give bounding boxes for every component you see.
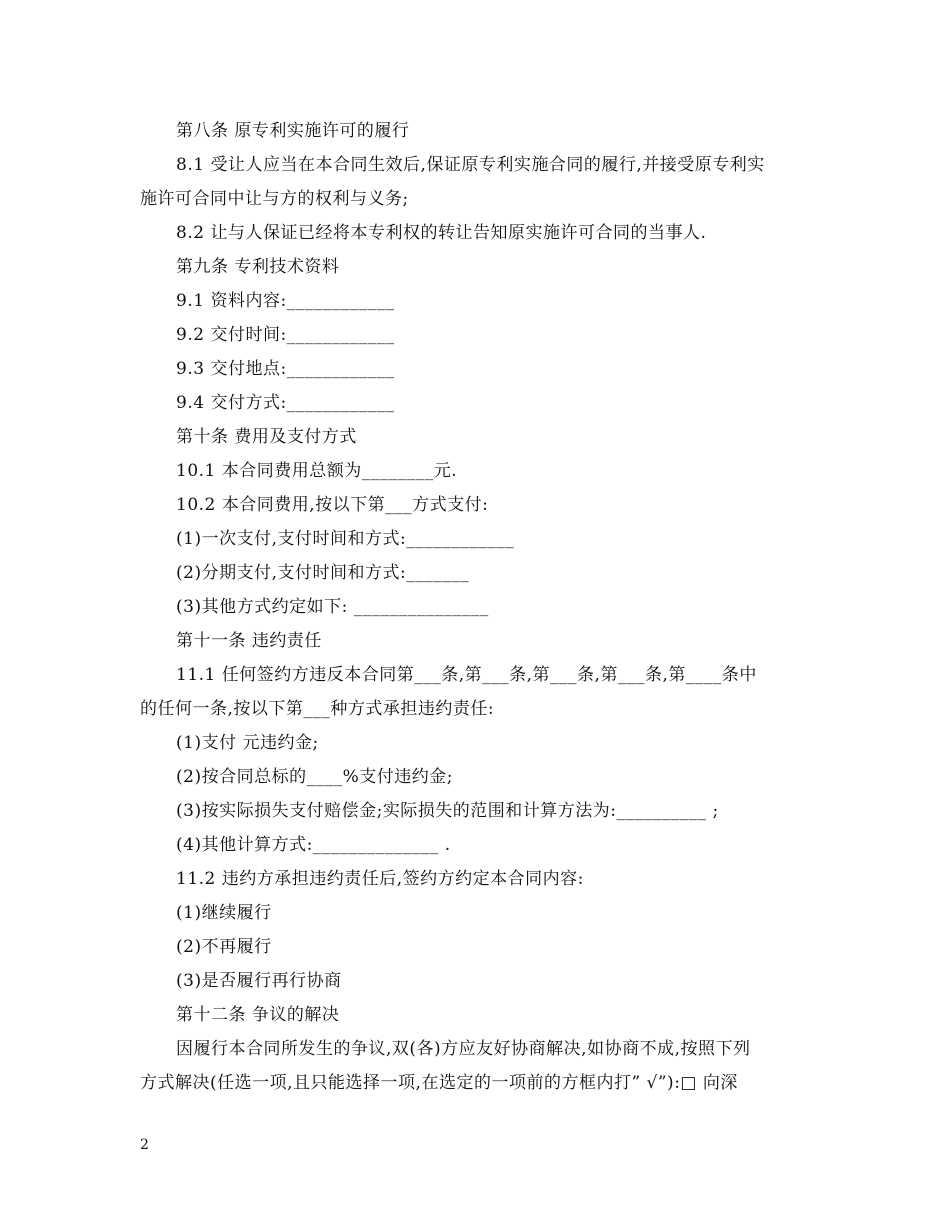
- clause-11-2-option-2: (2)不再履行: [176, 937, 272, 957]
- page-number: 2: [140, 1137, 149, 1153]
- clause-10-2-option-1: (1)一次支付,支付时间和方式:____________: [176, 529, 515, 549]
- clause-11-2-option-1: (1)继续履行: [176, 903, 272, 923]
- article-9-heading: 第九条 专利技术资料: [176, 257, 340, 277]
- clause-11-1-option-3: (3)按实际损失支付赔偿金;实际损失的范围和计算方法为:__________ ;: [176, 801, 719, 821]
- clause-11-1-option-2: (2)按合同总标的____%支付违约金;: [176, 767, 453, 787]
- article-8-heading: 第八条 原专利实施许可的履行: [176, 121, 410, 141]
- clause-10-2: 10.2 本合同费用,按以下第___方式支付:: [176, 495, 489, 515]
- clause-11-1-option-4: (4)其他计算方式:______________ .: [176, 835, 451, 855]
- clause-10-2-option-3: (3)其他方式约定如下: _______________: [176, 597, 489, 617]
- article-10-heading: 第十条 费用及支付方式: [176, 427, 357, 447]
- clause-8-1: 8.1 受让人应当在本合同生效后,保证原专利实施合同的履行,并接受原专利实: [176, 155, 765, 175]
- clause-9-2: 9.2 交付时间:____________: [176, 325, 395, 345]
- clause-10-1: 10.1 本合同费用总额为________元.: [176, 461, 458, 481]
- clause-8-1-continued: 施许可合同中让与方的权利与义务;: [140, 189, 409, 209]
- clause-11-1-option-1: (1)支付 元违约金;: [176, 733, 319, 753]
- clause-11-1: 11.1 任何签约方违反本合同第___条,第___条,第___条,第___条,第____条中: [176, 665, 757, 685]
- article-11-heading: 第十一条 违约责任: [176, 631, 322, 651]
- clause-10-2-option-2: (2)分期支付,支付时间和方式:_______: [176, 563, 470, 583]
- clause-9-4: 9.4 交付方式:____________: [176, 393, 395, 413]
- article-12-paragraph-continued: 方式解决(任选一项,且只能选择一项,在选定的一项前的方框内打” √”):□ 向深: [140, 1073, 738, 1093]
- clause-9-3: 9.3 交付地点:____________: [176, 359, 395, 379]
- article-12-heading: 第十二条 争议的解决: [176, 1005, 340, 1025]
- clause-8-2: 8.2 让与人保证已经将本专利权的转让告知原实施许可合同的当事人.: [176, 223, 707, 243]
- clause-11-1-continued: 的任何一条,按以下第___种方式承担违约责任:: [140, 699, 495, 719]
- article-12-paragraph: 因履行本合同所发生的争议,双(各)方应友好协商解决,如协商不成,按照下列: [176, 1039, 751, 1059]
- clause-11-2: 11.2 违约方承担违约责任后,签约方约定本合同内容:: [176, 869, 584, 889]
- clause-11-2-option-3: (3)是否履行再行协商: [176, 971, 342, 991]
- clause-9-1: 9.1 资料内容:____________: [176, 291, 395, 311]
